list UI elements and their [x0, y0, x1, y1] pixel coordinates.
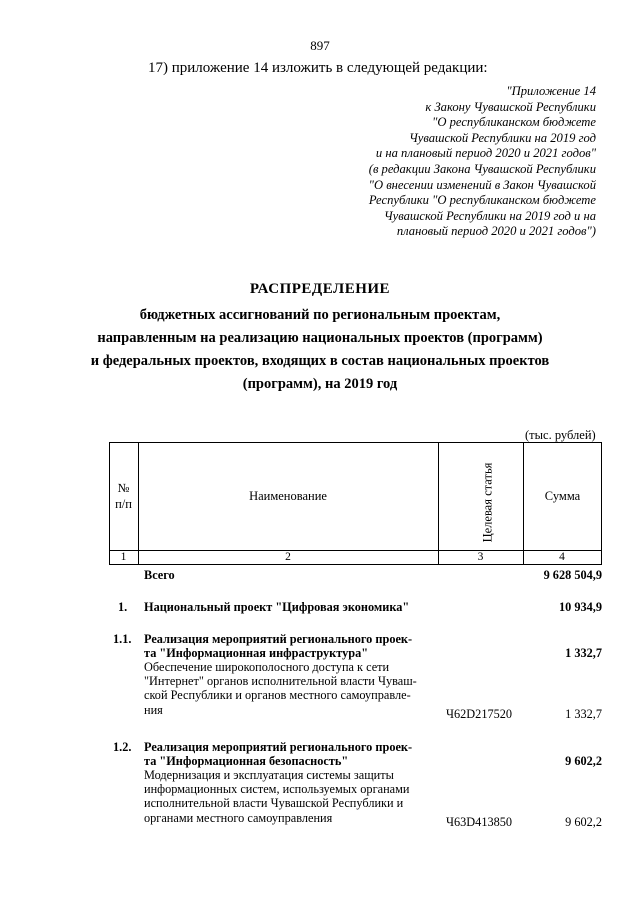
target-code: Ч63D413850 — [446, 815, 513, 829]
table-rule — [109, 564, 602, 565]
sub-row-line: Модернизация и эксплуатация системы защиты — [144, 768, 394, 782]
row-name — [144, 740, 432, 768]
header-number — [109, 480, 138, 512]
appendix-line: Республики "О республиканском бюджете — [368, 193, 596, 208]
sub-row-name — [144, 660, 432, 717]
intro-text: 17) приложение 14 изложить в следующей редакции: — [148, 60, 488, 76]
row-sum: 1 332,7 — [565, 646, 602, 660]
row-number: 1.2. — [113, 740, 132, 754]
header-number-line: п/п — [115, 497, 132, 511]
total-label: Всего — [144, 568, 175, 582]
column-index: 3 — [477, 551, 484, 563]
sub-row-line: "Интернет" органов исполнительной власти Чуваш- — [144, 674, 417, 689]
column-index: 4 — [559, 551, 565, 563]
appendix-line: и на плановый период 2020 и 2021 годов" — [375, 146, 596, 161]
row-name-line: Реализация мероприятий регионального проек- — [144, 632, 413, 646]
row-name-line: та "Информационная инфраструктура" — [144, 646, 369, 661]
row-name — [144, 632, 432, 660]
row-name-line: Реализация мероприятий регионального проек- — [144, 740, 413, 754]
appendix-block — [336, 84, 596, 240]
sub-row-line: ской Республики и органов местного самоуправле- — [144, 688, 411, 703]
title-line: бюджетных ассигнований по региональным проектам, — [139, 307, 501, 323]
row-sum: 10 934,9 — [558, 600, 602, 614]
header-target — [478, 462, 498, 542]
appendix-line: Чувашской Республики на 2019 год — [409, 130, 596, 145]
sub-row-line: ния — [144, 702, 163, 717]
appendix-line: плановый период 2020 и 2021 годов") — [396, 224, 596, 239]
header-target-label: Целевая статья — [480, 462, 495, 542]
sub-row-line: исполнительной власти Чувашской Республики и — [144, 796, 404, 811]
column-index: 2 — [285, 551, 291, 563]
row-sum: 9 602,2 — [565, 754, 602, 768]
sub-row-line: Обеспечение широкополосного доступа к сети — [144, 660, 390, 674]
sub-row-sum: 1 332,7 — [565, 707, 602, 721]
row-name-line: та "Информационная безопасность" — [144, 754, 349, 769]
units-label: (тыс. рублей) — [525, 428, 596, 442]
target-code: Ч62D217520 — [446, 707, 513, 721]
appendix-line: (в редакции Закона Чувашской Республики — [368, 161, 596, 176]
column-index: 1 — [120, 551, 127, 563]
table-header — [109, 442, 602, 565]
appendix-line: "О республиканском бюджете — [432, 115, 596, 130]
total-sum: 9 628 504,9 — [543, 568, 602, 582]
header-sum: Сумма — [544, 489, 581, 503]
appendix-line: "О внесении изменений в Закон Чувашской — [368, 177, 596, 192]
sub-row-sum: 9 602,2 — [565, 815, 602, 829]
title-line: и федеральных проектов, входящих в состав национальных проектов — [90, 353, 550, 369]
header-name: Наименование — [249, 489, 327, 503]
sub-row-line: органами местного самоуправления — [144, 810, 333, 825]
title-line: (программ), на 2019 год — [242, 376, 398, 392]
appendix-line: Чувашской Республики на 2019 год и на — [383, 208, 596, 223]
appendix-line: к Закону Чувашской Республики — [425, 99, 596, 114]
table-rule — [109, 442, 602, 443]
sub-row-name — [144, 768, 432, 825]
title-main: РАСПРЕДЕЛЕНИЕ — [249, 281, 391, 297]
page-number: 897 — [310, 38, 330, 53]
title-line: направленным на реализацию национальных проектов (программ) — [97, 330, 543, 346]
header-number-line: № — [117, 481, 130, 495]
row-name: Национальный проект "Цифровая экономика" — [144, 600, 410, 614]
row-number: 1.1. — [113, 632, 132, 646]
appendix-line: "Приложение 14 — [506, 84, 596, 98]
document-title — [40, 281, 600, 396]
row-number: 1. — [118, 600, 128, 614]
table-rule — [438, 442, 439, 565]
sub-row-line: информационных систем, используемых органами — [144, 782, 410, 797]
